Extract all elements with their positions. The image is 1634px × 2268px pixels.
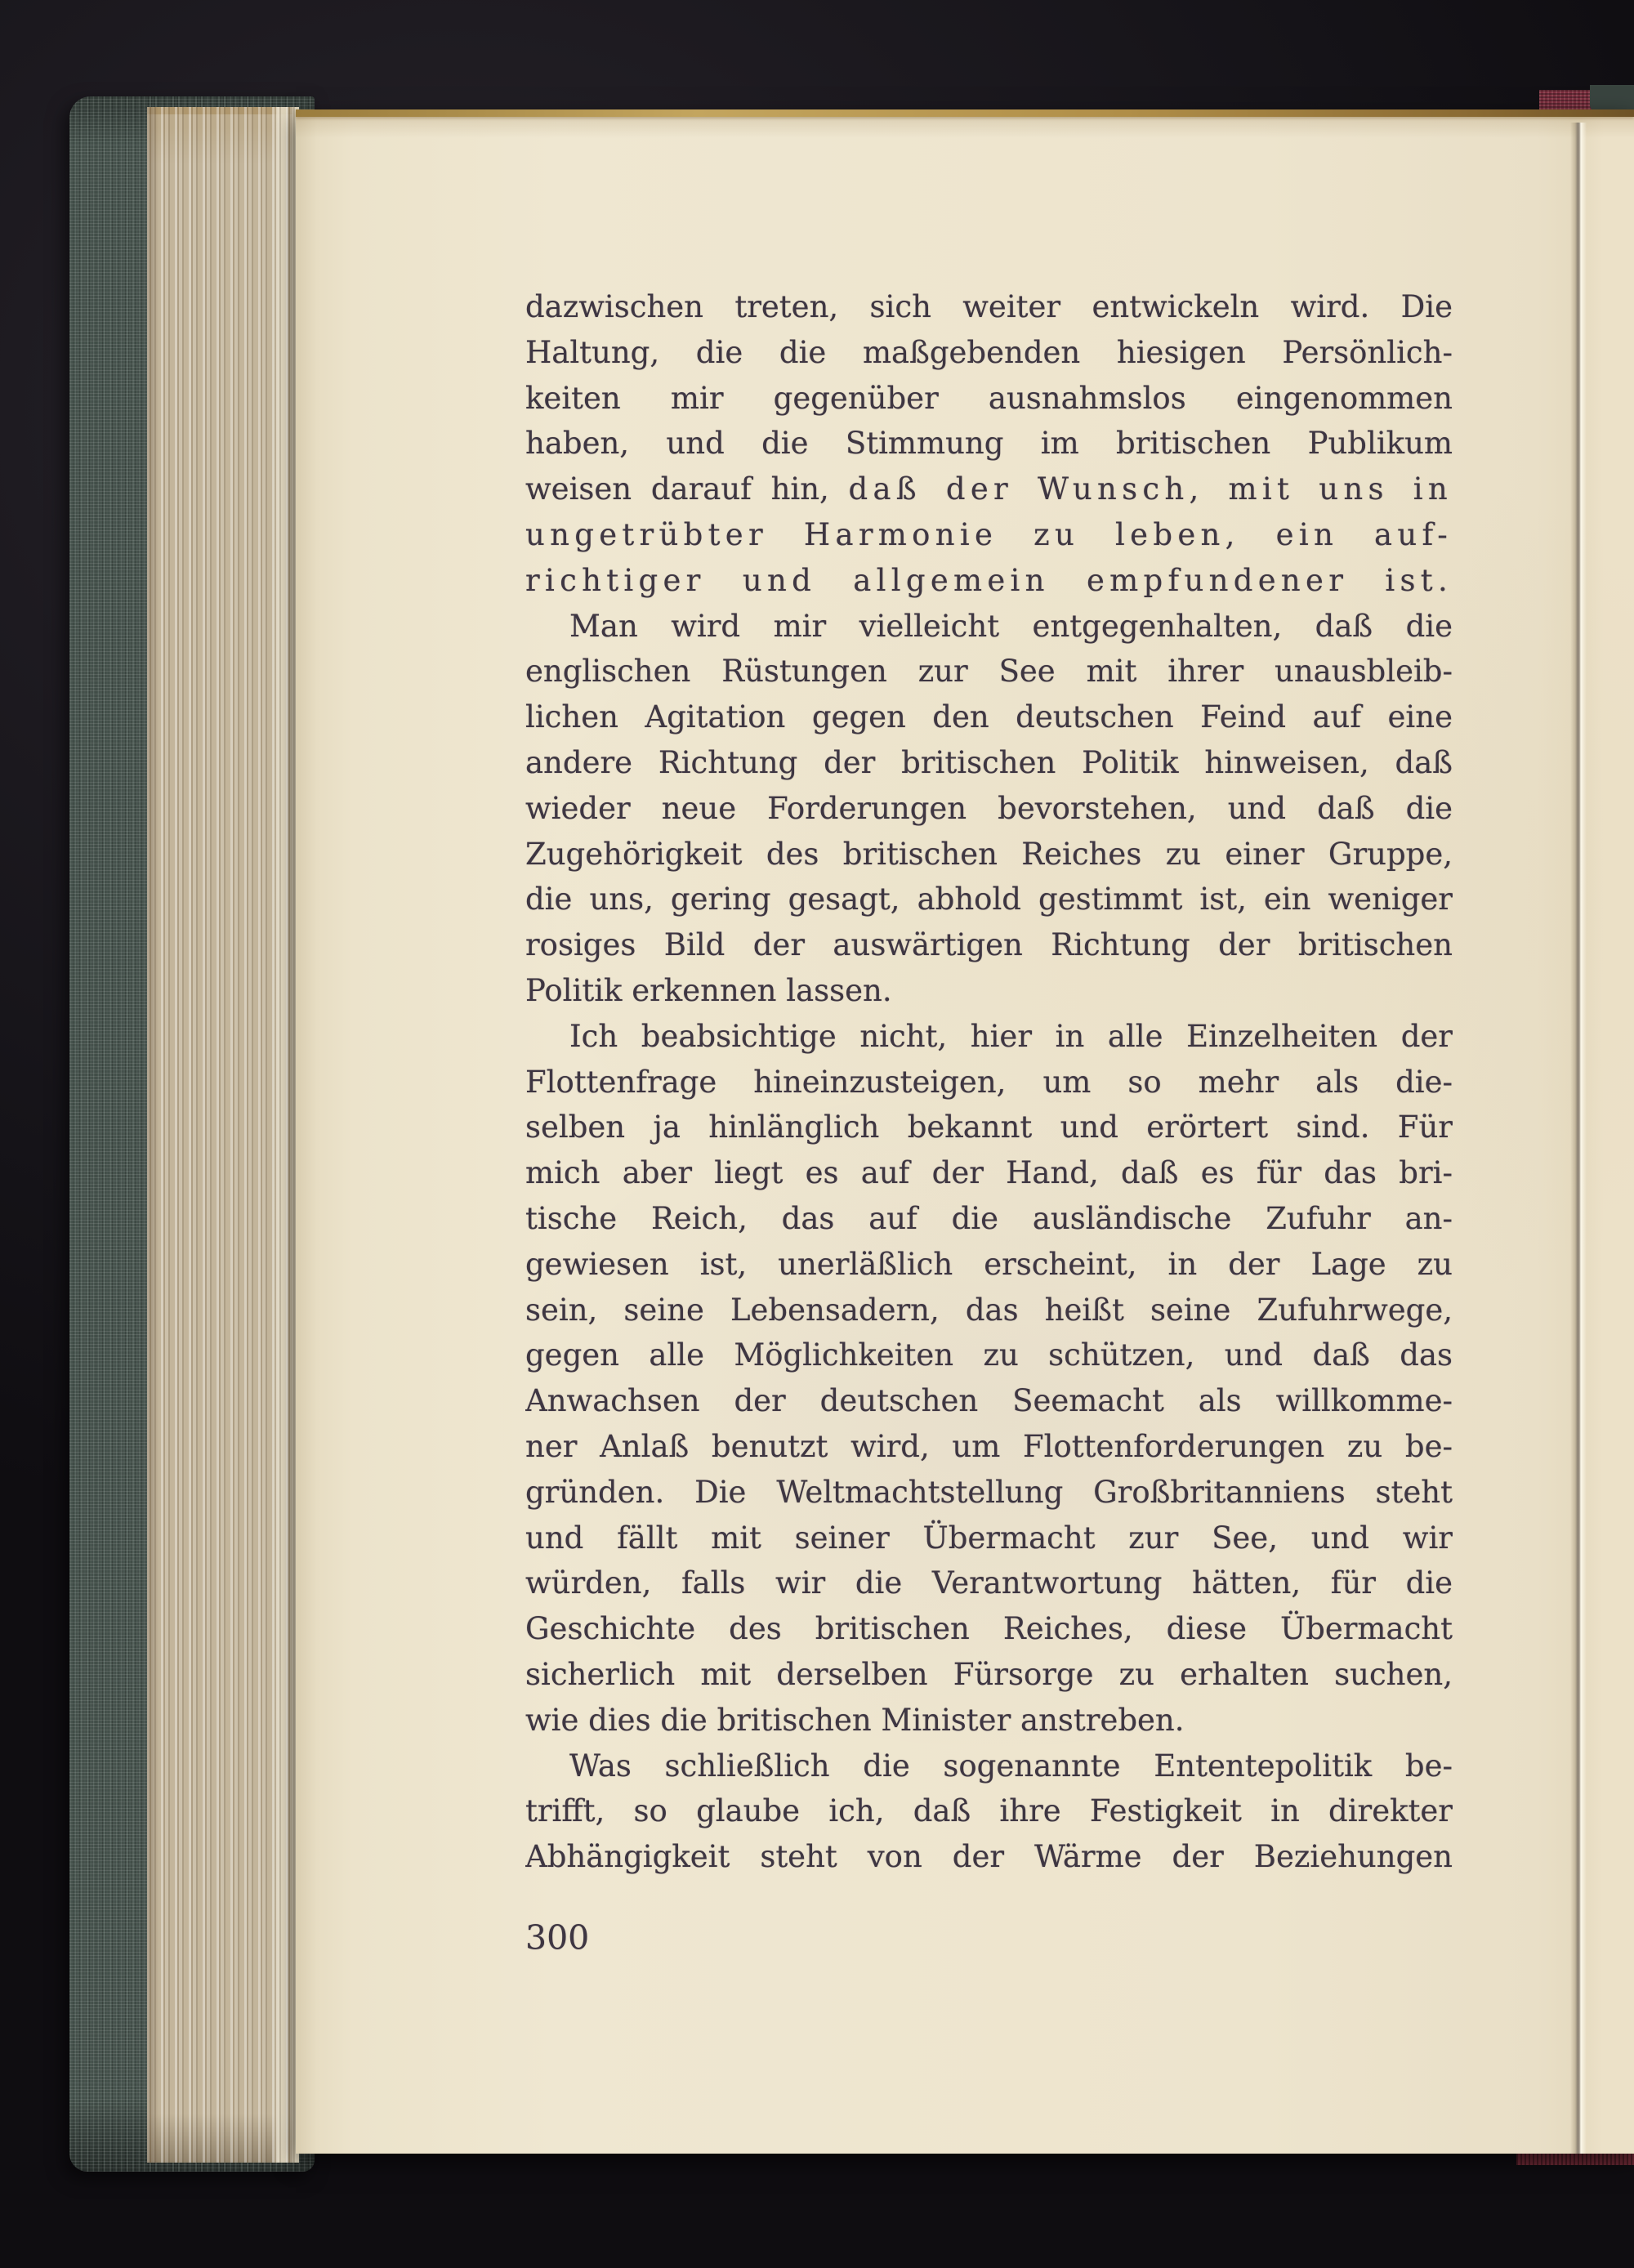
text-line: würden, falls wir die Verantwortung hätten, für die: [525, 1565, 1453, 1601]
text-line: Flottenfrage hineinzusteigen, um so mehr als die-: [525, 1064, 1453, 1100]
text-line: Geschichte des britischen Reiches, diese Übermacht: [525, 1611, 1453, 1647]
text-line: Abhängigkeit steht von der Wärme der Beziehungen: [525, 1839, 1453, 1875]
text-line: dazwischen treten, sich weiter entwickeln wird. Die: [525, 289, 1453, 324]
text-line-paragraph-start: Man wird mir vielleicht entgegenhalten, daß die: [569, 608, 1453, 644]
text-line: gegen alle Möglichkeiten zu schützen, und daß das: [525, 1337, 1453, 1373]
text-line: ner Anlaß benutzt wird, um Flottenforderungen zu be-: [525, 1428, 1453, 1464]
text-line: sein, seine Lebensadern, das heißt seine Zufuhrwege,: [525, 1292, 1453, 1328]
text-line: weisen darauf hin, daß der Wunsch, mit uns in: [525, 471, 1453, 507]
text-line: lichen Agitation gegen den deutschen Feind auf eine: [525, 699, 1453, 735]
page-fore-edges: [147, 107, 299, 2163]
text-line: andere Richtung der britischen Politik hinweisen, daß: [525, 744, 1453, 780]
text-line: wieder neue Forderungen bevorstehen, und daß die: [525, 790, 1453, 826]
text-line-paragraph-start: Ich beabsichtige nicht, hier in alle Einzelheiten der: [569, 1018, 1453, 1054]
page-text: [525, 284, 1453, 1880]
text-line-paragraph-start: Was schließlich die sogenannte Ententepolitik be-: [569, 1748, 1453, 1784]
page-number: 300: [525, 1918, 590, 1958]
dark-cover-corner-top: [1590, 85, 1634, 113]
text-line-paragraph-end: wie dies die britischen Minister anstreben.: [525, 1702, 1185, 1738]
text-line-paragraph-end: Politik erkennen lassen.: [525, 972, 892, 1008]
text-line: Zugehörigkeit des britischen Reiches zu einer Gruppe,: [525, 836, 1453, 872]
text-line: trifft, so glaube ich, daß ihre Festigkeit in direkter: [525, 1793, 1453, 1829]
book-page: [296, 109, 1634, 2154]
text-line: keiten mir gegenüber ausnahmslos eingenommen: [525, 380, 1453, 416]
text-line: gründen. Die Weltmachtstellung Großbritanniens steht: [525, 1474, 1453, 1510]
text-line: selben ja hinlänglich bekannt und erörtert sind. Für: [525, 1109, 1453, 1145]
text-line: und fällt mit seiner Übermacht zur See, und wir: [525, 1520, 1453, 1556]
text-line: haben, und die Stimmung im britischen Publikum: [525, 426, 1453, 462]
text-line: tische Reich, das auf die ausländische Zufuhr an-: [525, 1200, 1453, 1236]
text-line-emphasized: ungetrübter Harmonie zu leben, ein auf-: [525, 516, 1453, 552]
text-line: rosiges Bild der auswärtigen Richtung der britischen: [525, 927, 1453, 963]
text-line: Anwachsen der deutschen Seemacht als willkomme-: [525, 1383, 1453, 1419]
text-line-emphasized: richtiger und allgemein empfundener ist.: [525, 562, 1453, 598]
text-line: die uns, gering gesagt, abhold gestimmt ist, ein weniger: [525, 882, 1453, 917]
page-crease-line: [1570, 123, 1587, 2154]
text-line: Haltung, die die maßgebenden hiesigen Persönlich-: [525, 334, 1453, 370]
text-line: englischen Rüstungen zur See mit ihrer unausbleib-: [525, 654, 1453, 690]
text-line: mich aber liegt es auf der Hand, daß es für das bri-: [525, 1155, 1453, 1191]
text-line: sicherlich mit derselben Fürsorge zu erhalten suchen,: [525, 1656, 1453, 1692]
text-line: gewiesen ist, unerläßlich erscheint, in der Lage zu: [525, 1246, 1453, 1282]
